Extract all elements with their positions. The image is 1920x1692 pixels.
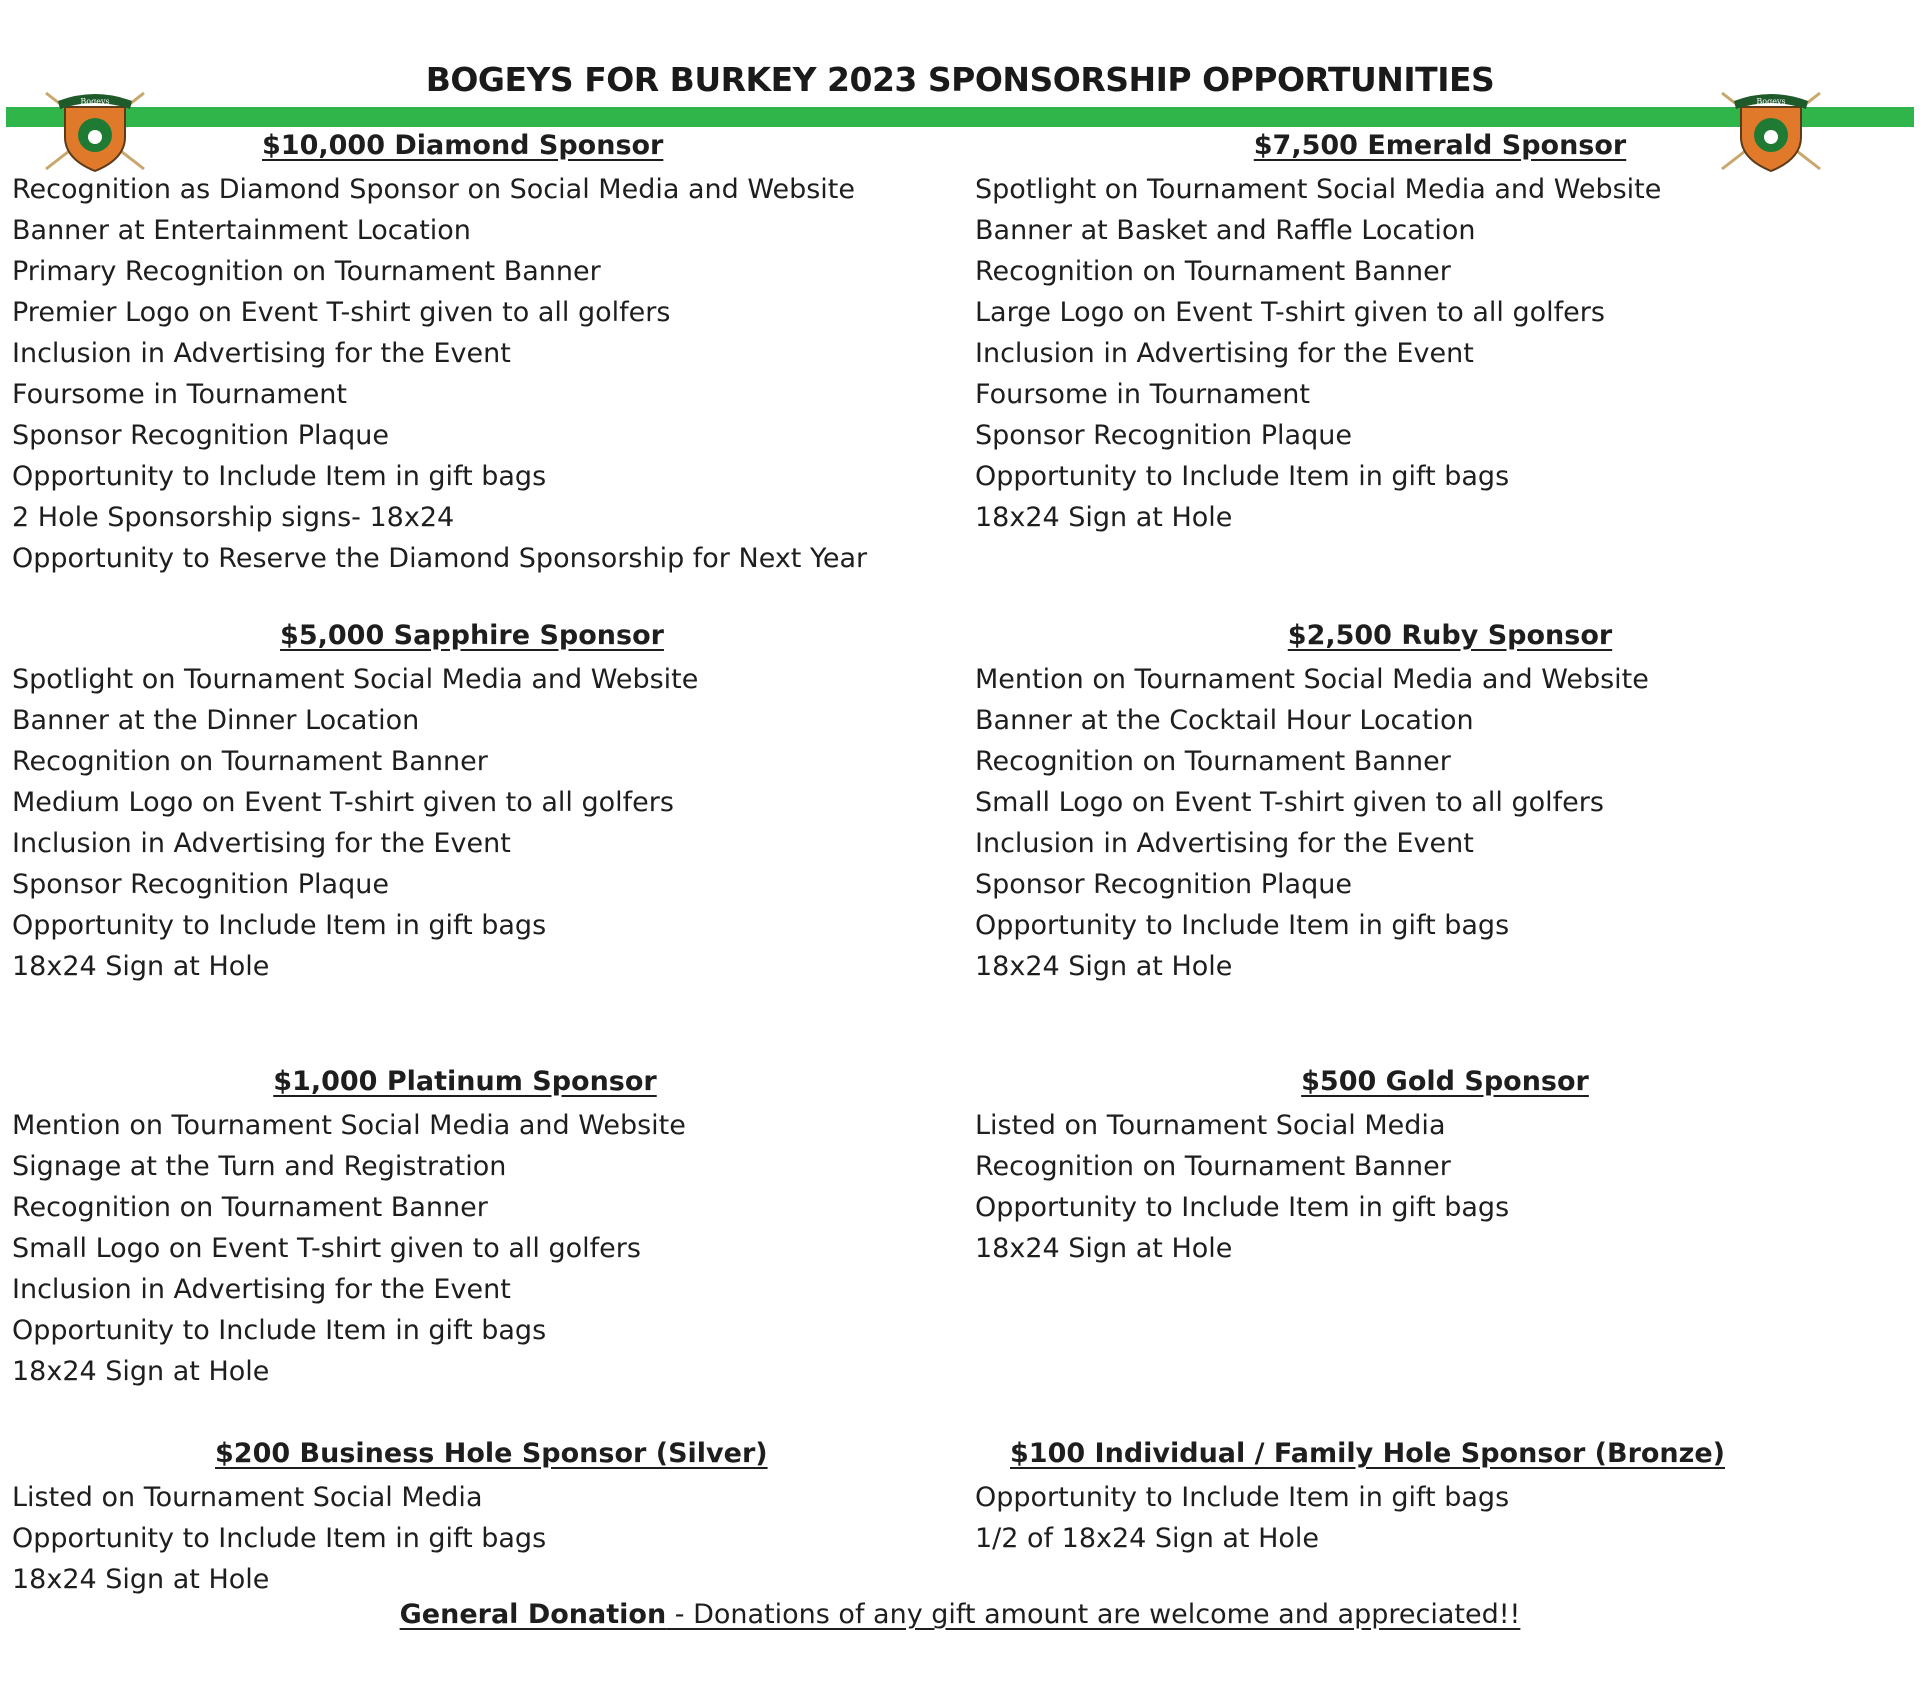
list-item: Banner at Entertainment Location — [12, 215, 471, 246]
list-item: 2 Hole Sponsorship signs- 18x24 — [12, 502, 455, 533]
bronze-sponsor-heading: $100 Individual / Family Hole Sponsor (Bronze) — [1010, 1438, 1726, 1469]
list-item: Medium Logo on Event T-shirt given to all golfers — [12, 787, 674, 818]
list-item: Inclusion in Advertising for the Event — [975, 338, 1474, 369]
sapphire-sponsor-heading: $5,000 Sapphire Sponsor — [280, 620, 664, 651]
list-item: Opportunity to Include Item in gift bags — [12, 461, 547, 492]
gold-benefits-list — [975, 1105, 1509, 1269]
list-item: Listed on Tournament Social Media — [975, 1110, 1446, 1141]
green-divider-bar — [6, 107, 1914, 127]
crest-ribbon-text: Bogeys — [1756, 97, 1786, 106]
list-item: Inclusion in Advertising for the Event — [12, 338, 511, 369]
bogeys-crest-logo-left — [40, 85, 150, 173]
bronze-benefits-list — [975, 1477, 1509, 1559]
list-item: Recognition on Tournament Banner — [975, 256, 1451, 287]
list-item: 18x24 Sign at Hole — [975, 502, 1233, 533]
list-item: Opportunity to Include Item in gift bags — [12, 910, 547, 941]
list-item: Opportunity to Include Item in gift bags — [975, 910, 1510, 941]
list-item: Opportunity to Include Item in gift bags — [975, 1192, 1510, 1223]
list-item: Recognition as Diamond Sponsor on Social Media and Website — [12, 174, 855, 205]
list-item: Small Logo on Event T-shirt given to all golfers — [975, 787, 1604, 818]
list-item: Foursome in Tournament — [975, 379, 1311, 410]
list-item: Inclusion in Advertising for the Event — [975, 828, 1474, 859]
list-item: 1/2 of 18x24 Sign at Hole — [975, 1523, 1320, 1554]
platinum-benefits-list — [12, 1105, 686, 1392]
list-item: Spotlight on Tournament Social Media and Website — [12, 664, 699, 695]
ruby-benefits-list — [975, 659, 1649, 987]
list-item: Mention on Tournament Social Media and Website — [12, 1110, 686, 1141]
list-item: Opportunity to Include Item in gift bags — [975, 1482, 1510, 1513]
diamond-benefits-list — [12, 169, 867, 579]
list-item: Large Logo on Event T-shirt given to all golfers — [975, 297, 1605, 328]
platinum-sponsor-heading: $1,000 Platinum Sponsor — [273, 1066, 657, 1097]
gold-sponsor-heading: $500 Gold Sponsor — [1301, 1066, 1589, 1097]
list-item: 18x24 Sign at Hole — [975, 1233, 1233, 1264]
diamond-sponsor-heading: $10,000 Diamond Sponsor — [262, 130, 664, 161]
list-item: Opportunity to Include Item in gift bags — [975, 461, 1510, 492]
list-item: Sponsor Recognition Plaque — [12, 420, 389, 451]
list-item: Sponsor Recognition Plaque — [975, 420, 1352, 451]
list-item: Opportunity to Reserve the Diamond Sponsorship for Next Year — [12, 543, 868, 574]
silver-sponsor-heading: $200 Business Hole Sponsor (Silver) — [215, 1438, 768, 1469]
list-item: Recognition on Tournament Banner — [12, 1192, 488, 1223]
list-item: 18x24 Sign at Hole — [12, 951, 270, 982]
general-donation-text: - Donations of any gift amount are welcome and appreciated!! — [666, 1599, 1521, 1630]
page-title: BOGEYS FOR BURKEY 2023 SPONSORSHIP OPPORTUNITIES — [425, 60, 1495, 99]
list-item: Opportunity to Include Item in gift bags — [12, 1523, 547, 1554]
list-item: Banner at Basket and Raffle Location — [975, 215, 1476, 246]
list-item: Banner at the Dinner Location — [12, 705, 420, 736]
list-item: Primary Recognition on Tournament Banner — [12, 256, 601, 287]
silver-benefits-list — [12, 1477, 546, 1600]
bogeys-crest-logo-right — [1716, 85, 1826, 173]
list-item: Opportunity to Include Item in gift bags — [12, 1315, 547, 1346]
list-item: Mention on Tournament Social Media and Website — [975, 664, 1649, 695]
general-donation-label: General Donation — [399, 1599, 667, 1630]
crest-ribbon-text: Bogeys — [80, 97, 110, 106]
list-item: Recognition on Tournament Banner — [975, 746, 1451, 777]
list-item: Inclusion in Advertising for the Event — [12, 828, 511, 859]
emerald-sponsor-heading: $7,500 Emerald Sponsor — [1253, 130, 1627, 161]
sapphire-benefits-list — [12, 659, 698, 987]
general-donation-note — [0, 1599, 1920, 1630]
list-item: Recognition on Tournament Banner — [975, 1151, 1451, 1182]
list-item: Spotlight on Tournament Social Media and Website — [975, 174, 1662, 205]
list-item: Inclusion in Advertising for the Event — [12, 1274, 511, 1305]
list-item: Recognition on Tournament Banner — [12, 746, 488, 777]
list-item: Small Logo on Event T-shirt given to all golfers — [12, 1233, 641, 1264]
list-item: Signage at the Turn and Registration — [12, 1151, 507, 1182]
ruby-sponsor-heading: $2,500 Ruby Sponsor — [1287, 620, 1613, 651]
list-item: Banner at the Cocktail Hour Location — [975, 705, 1474, 736]
list-item: 18x24 Sign at Hole — [12, 1564, 270, 1595]
list-item: 18x24 Sign at Hole — [12, 1356, 270, 1387]
list-item: Sponsor Recognition Plaque — [975, 869, 1352, 900]
list-item: 18x24 Sign at Hole — [975, 951, 1233, 982]
list-item: Foursome in Tournament — [12, 379, 348, 410]
list-item: Premier Logo on Event T-shirt given to all golfers — [12, 297, 671, 328]
list-item: Sponsor Recognition Plaque — [12, 869, 389, 900]
emerald-benefits-list — [975, 169, 1661, 538]
list-item: Listed on Tournament Social Media — [12, 1482, 483, 1513]
